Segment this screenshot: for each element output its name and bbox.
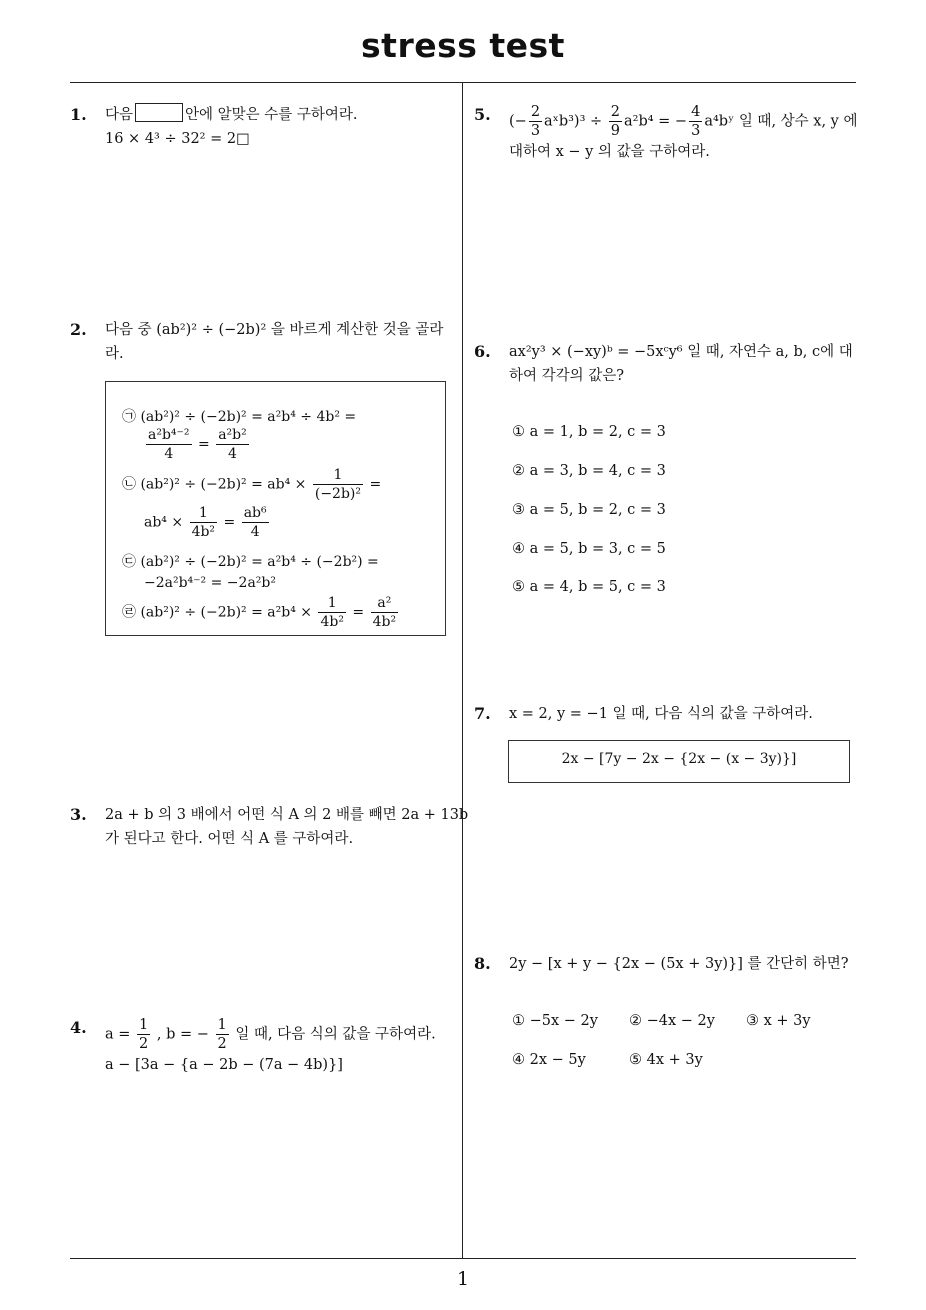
q8-line-1: 2y − [x + y − {2x − (5x + 3y)}] 를 간단히 하면? bbox=[509, 956, 849, 972]
question-number: 8. bbox=[474, 954, 491, 973]
q8-choice-5[interactable]: ⑤ 4x + 3y bbox=[629, 1052, 703, 1068]
option-c-line-1: ㉢ (ab²)² ÷ (−2b)² = a²b⁴ ÷ (−2b²) = bbox=[122, 554, 379, 570]
q6-choice-5[interactable]: ⑤ a = 4, b = 5, c = 3 bbox=[512, 579, 666, 595]
q6-line-1: ax²y³ × (−xy)ᵇ = −5xᶜy⁶ 일 때, 자연수 a, b, c에 대 bbox=[509, 344, 853, 360]
q4-expression: a − [3a − {a − 2b − (7a − 4b)}] bbox=[105, 1057, 343, 1073]
q1-expression: 16 × 4³ ÷ 32² = 2□ bbox=[105, 131, 250, 147]
option-a-line-1: ㉠ (ab²)² ÷ (−2b)² = a²b⁴ ÷ 4b² = bbox=[122, 409, 357, 425]
q8-choice-3[interactable]: ③ x + 3y bbox=[746, 1013, 811, 1029]
option-d-line: ㉣ (ab²)² ÷ (−2b)² = a²b⁴ × $\frac{1}{\text{4b²}}$ = $\frac{\text{a²}}{\text{4b²}}$ bbox=[122, 595, 397, 630]
question-number: 7. bbox=[474, 704, 491, 723]
question-5 bbox=[474, 103, 864, 173]
page-number: 1 bbox=[456, 1268, 470, 1290]
q8-choice-2[interactable]: ② −4x − 2y bbox=[629, 1013, 715, 1029]
question-7 bbox=[474, 702, 864, 732]
q3-line-2: 가 된다고 한다. 어떤 식 A 를 구하여라. bbox=[105, 831, 354, 847]
question-number: 4. bbox=[70, 1018, 87, 1037]
q5-line-2: 대하여 x − y 의 값을 구하여라. bbox=[509, 144, 710, 160]
question-number: 6. bbox=[474, 342, 491, 361]
q1-text-before: 다음 bbox=[105, 107, 134, 123]
q7-expression: 2x − [7y − 2x − {2x − (x − 3y)}] bbox=[561, 751, 797, 767]
q7-line-1: x = 2, y = −1 일 때, 다음 식의 값을 구하여라. bbox=[509, 706, 813, 722]
option-b-line-1: ㉡ (ab²)² ÷ (−2b)² = ab⁴ × $\frac{1}{\text{(−2b)²}}$ = bbox=[122, 467, 382, 502]
question-number: 1. bbox=[70, 105, 87, 124]
q2-line-2: 라. bbox=[105, 346, 124, 362]
question-4 bbox=[70, 1016, 460, 1086]
q6-line-2: 하여 각각의 값은? bbox=[509, 368, 625, 384]
question-number: 5. bbox=[474, 105, 491, 124]
question-number: 3. bbox=[70, 805, 87, 824]
q7-expression-box bbox=[508, 740, 850, 783]
top-rule bbox=[70, 82, 856, 83]
question-3 bbox=[70, 803, 469, 863]
option-a-line-2: $\frac{\text{a²b⁴⁻²}}{4}$ = $\frac{\text{a²b²}}{4}$ bbox=[148, 427, 247, 462]
q6-choice-1[interactable]: ① a = 1, b = 2, c = 3 bbox=[512, 424, 666, 440]
q8-choice-4[interactable]: ④ 2x − 5y bbox=[512, 1052, 586, 1068]
answer-blank bbox=[135, 103, 183, 122]
q2-options-box bbox=[105, 381, 446, 636]
question-8 bbox=[474, 952, 864, 982]
q5-line-1: (− $\frac{2}{3}$ aˣb³)³ ÷ $\frac{2}{9}$ a²b⁴ = − $\frac{4}{3}$ a⁴bʸ 일 때, 상수 x, y 에 bbox=[509, 104, 858, 139]
question-1 bbox=[70, 103, 450, 163]
q6-choice-2[interactable]: ② a = 3, b = 4, c = 3 bbox=[512, 463, 666, 479]
q2-line-1: 다음 중 (ab²)² ÷ (−2b)² 을 바르게 계산한 것을 골라 bbox=[105, 322, 444, 338]
question-6 bbox=[474, 340, 864, 400]
q4-condition: a = $\frac{1}{2}$ , b = − $\frac{1}{2}$ 일 때, 다음 식의 값을 구하여라. bbox=[105, 1017, 436, 1052]
question-2 bbox=[70, 318, 460, 378]
q1-text-after: 안에 알맞은 수를 구하여라. bbox=[185, 107, 358, 123]
q8-choice-1[interactable]: ① −5x − 2y bbox=[512, 1013, 598, 1029]
bottom-rule bbox=[70, 1258, 856, 1259]
column-divider bbox=[462, 83, 463, 1258]
option-b-line-2: ab⁴ × $\frac{1}{\text{4b²}}$ = $\frac{\text{ab⁶}}{4}$ bbox=[144, 505, 267, 540]
page-title: stress test bbox=[361, 26, 565, 65]
question-number: 2. bbox=[70, 320, 87, 339]
option-c-line-2: −2a²b⁴⁻² = −2a²b² bbox=[144, 575, 276, 591]
q6-choice-4[interactable]: ④ a = 5, b = 3, c = 5 bbox=[512, 541, 666, 557]
q6-choice-3[interactable]: ③ a = 5, b = 2, c = 3 bbox=[512, 502, 666, 518]
q3-line-1: 2a + b 의 3 배에서 어떤 식 A 의 2 배를 빼면 2a + 13b bbox=[105, 807, 469, 823]
